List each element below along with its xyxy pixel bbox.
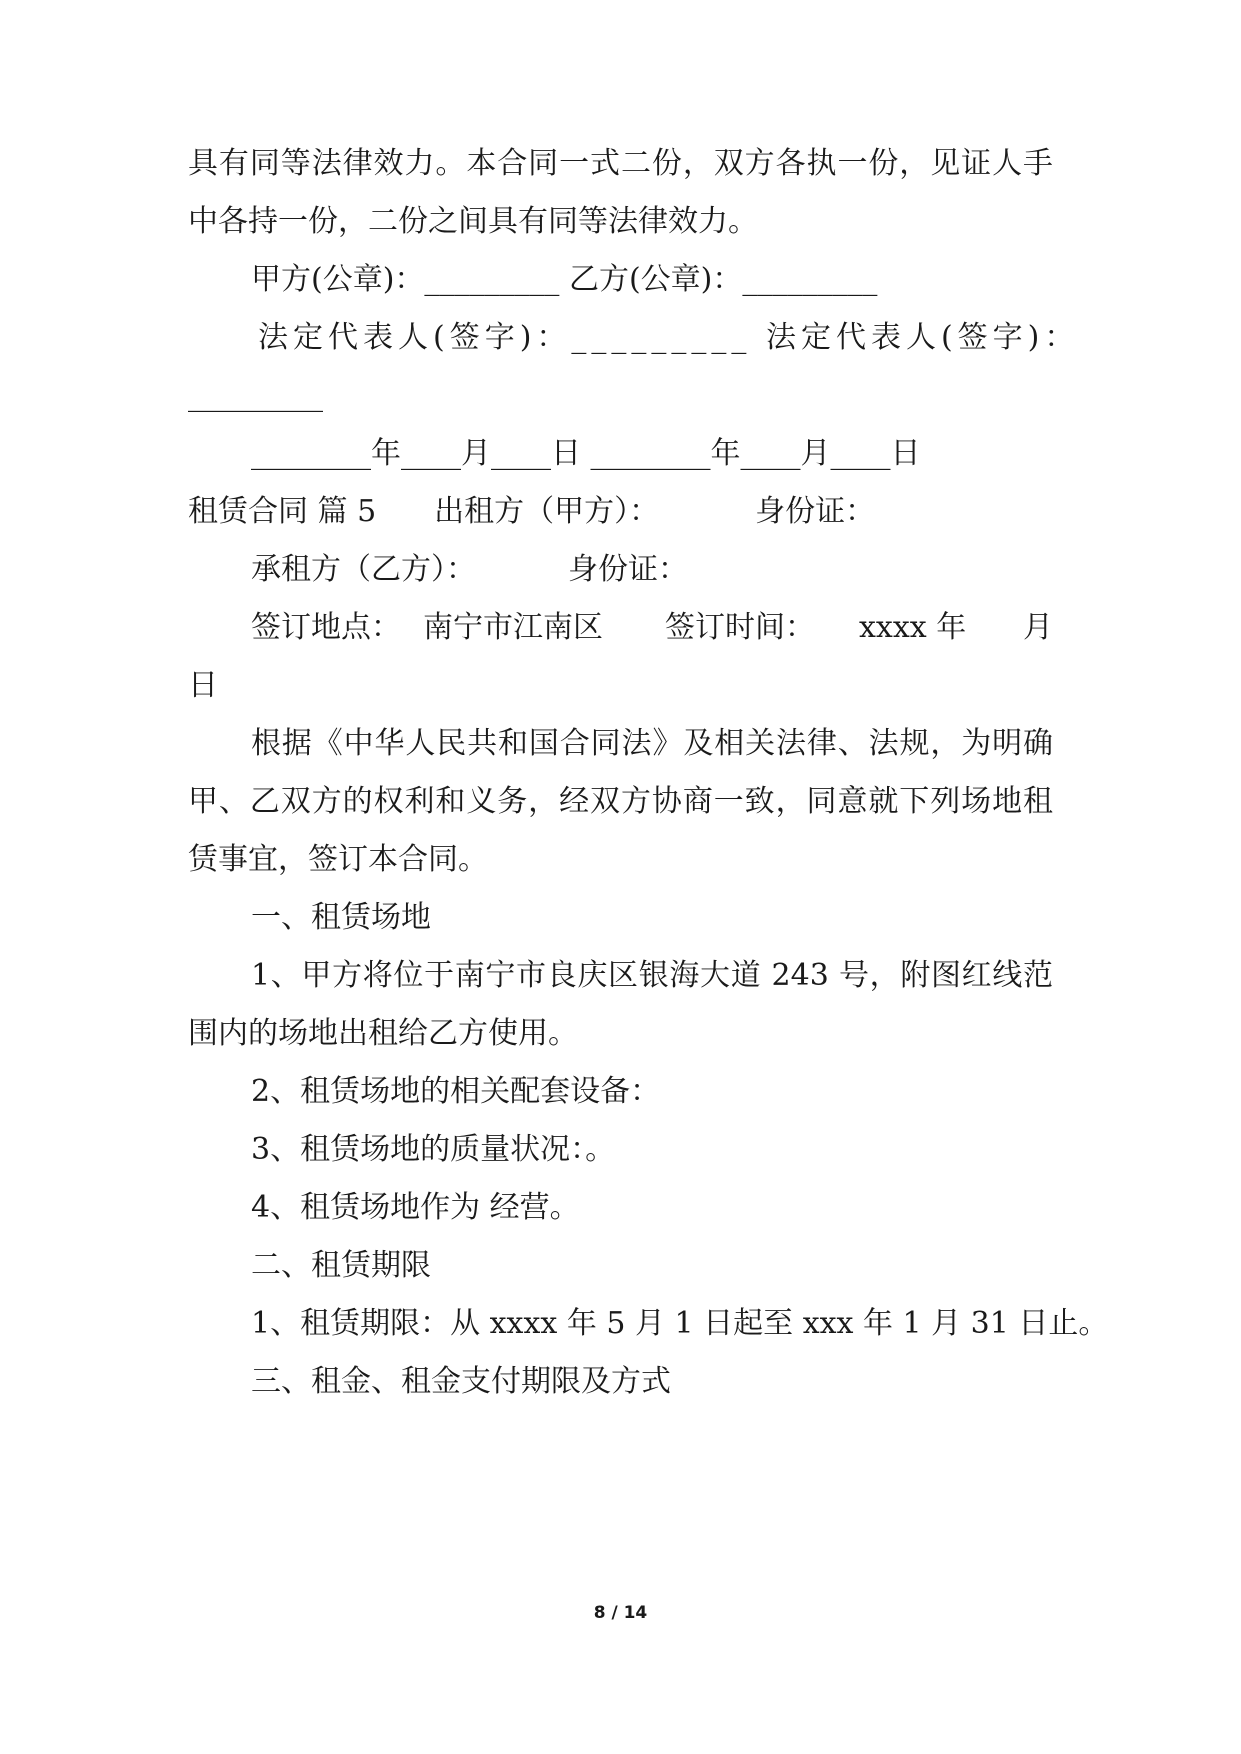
page-number: 8 / 14 <box>593 1603 648 1623</box>
clause-line: 3、租赁场地的质量状况：。 <box>251 1132 616 1167</box>
body-paragraph-line: 赁事宜，签订本合同。 <box>188 842 488 877</box>
clause-line: 1、甲方将位于南宁市良庆区银海大道 243 号，附图红线范 <box>251 958 1053 993</box>
clause-line: 4、租赁场地作为 经营。 <box>251 1190 580 1225</box>
time-label: 签订时间： <box>665 610 815 645</box>
lessor-label: 出租方（甲方）： <box>434 494 660 529</box>
text-line: 中各持一份，二份之间具有同等法律效力。 <box>188 204 758 239</box>
clause-line: 围内的场地出租给乙方使用。 <box>188 1016 578 1051</box>
section-heading: 一、租赁场地 <box>251 900 431 935</box>
section-heading: 二、租赁期限 <box>251 1248 431 1283</box>
clause-line: 2、租赁场地的相关配套设备： <box>251 1074 661 1109</box>
body-paragraph-line: 根据《中华人民共和国合同法》及相关法律、法规，为明确 <box>251 726 1053 761</box>
time-year: xxxx 年 <box>859 610 967 645</box>
place-value: 南宁市江南区 <box>423 610 603 645</box>
time-day: 日 <box>188 668 218 703</box>
section-header-line <box>188 492 875 532</box>
date-line: ________年____月____日 ________年____月____日 <box>251 436 921 471</box>
signature-representative-line: 法定代表人(签字)：_________ 法定代表人(签字)： <box>258 320 1080 355</box>
section-title: 租赁合同 篇 5 <box>188 494 377 529</box>
signing-info-line <box>251 608 1053 648</box>
lessee-id-label: 身份证： <box>568 552 688 587</box>
lessee-line <box>251 550 688 590</box>
clause-line: 1、租赁期限：从 xxxx 年 5 月 1 日起至 xxx 年 1 月 31 日止。 <box>251 1306 1109 1341</box>
signature-seal-line: 甲方(公章)：_________ 乙方(公章)：_________ <box>251 262 878 297</box>
lessee-label: 承租方（乙方）： <box>251 552 476 587</box>
lessor-id-label: 身份证： <box>755 494 876 529</box>
text-line: 具有同等法律效力。本合同一式二份，双方各执一份，见证人手 <box>188 146 1053 181</box>
time-month: 月 <box>1023 610 1053 645</box>
body-paragraph-line: 甲、乙双方的权利和义务，经双方协商一致，同意就下列场地租 <box>188 784 1053 819</box>
place-label: 签订地点： <box>251 610 401 645</box>
signature-blank-line: _________ <box>188 378 323 413</box>
section-heading: 三、租金、租金支付期限及方式 <box>251 1364 671 1399</box>
